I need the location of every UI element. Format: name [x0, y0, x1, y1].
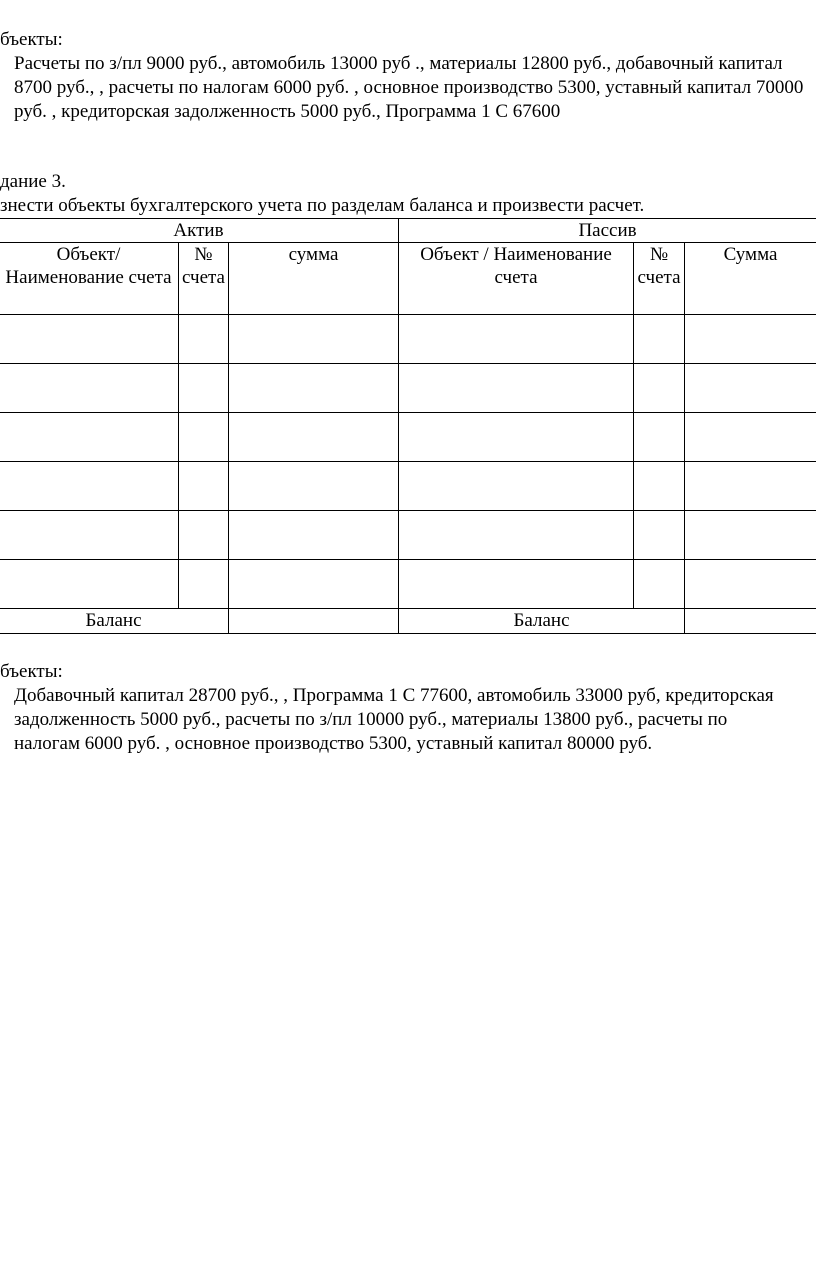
objects-list-2: Добавочный капитал 28700 руб., , Программа 1 С 77600, автомобиль 33000 руб, кредиторская задолженность 5000 руб., расчеты по з/пл 10000 руб., материалы 13800 руб., расчеты по налогам 6000 руб. , основное производство 5300, уставный капитал 80000 руб. [14, 685, 774, 754]
balance-table [0, 218, 816, 634]
table-cell [685, 364, 816, 413]
table-cell [399, 511, 634, 560]
table-cell [0, 462, 179, 511]
table-row [0, 364, 816, 413]
table-cell [229, 413, 399, 462]
table-row [0, 315, 816, 364]
balance-row [0, 609, 816, 634]
table-cell [634, 511, 685, 560]
col-sum-left: сумма [229, 243, 399, 315]
table-cell [399, 315, 634, 364]
table-row [0, 511, 816, 560]
table-cell [179, 315, 229, 364]
table-row [0, 560, 816, 609]
objects-label-1: бъекты: [0, 29, 63, 50]
task-instruction: знести объекты бухгалтерского учета по разделам баланса и произвести расчет. [0, 195, 645, 216]
table-cell [634, 413, 685, 462]
table-cell [0, 315, 179, 364]
table-row [0, 413, 816, 462]
table-cell [399, 560, 634, 609]
col-account-num-left: № счета [179, 243, 229, 315]
table-cell [685, 511, 816, 560]
table-cell [229, 315, 399, 364]
table-cell [399, 413, 634, 462]
table-cell [0, 413, 179, 462]
table-cell [179, 462, 229, 511]
table-cell [229, 511, 399, 560]
table-cell [399, 462, 634, 511]
table-cell [179, 511, 229, 560]
table-cell [685, 315, 816, 364]
table-cell [229, 462, 399, 511]
col-object-left: Объект/ Наименование счета [0, 243, 179, 315]
table-cell [634, 462, 685, 511]
table-cell [179, 364, 229, 413]
table-cell [179, 560, 229, 609]
objects-list-1: Расчеты по з/пл 9000 руб., автомобиль 13000 руб ., материалы 12800 руб., добавочный капитал 8700 руб., , расчеты по налогам 6000 руб. , основное производство 5300, уставный капитал 70000 руб. , кредиторская задолженность 5000 руб., Программа 1 С 67600 [14, 53, 804, 122]
table-cell [0, 364, 179, 413]
balance-sum-left [229, 609, 399, 634]
table-cell [179, 413, 229, 462]
table-cell [634, 315, 685, 364]
task-title: дание 3. [0, 171, 66, 192]
table-cell [685, 413, 816, 462]
table-cell [634, 560, 685, 609]
table-cell [229, 560, 399, 609]
passiv-header: Пассив [399, 219, 816, 243]
table-cell [685, 560, 816, 609]
aktiv-header: Актив [0, 219, 399, 243]
table-cell [0, 511, 179, 560]
table-cell [634, 364, 685, 413]
balance-label-right: Баланс [399, 609, 685, 634]
table-cell [229, 364, 399, 413]
col-account-num-right: № счета [634, 243, 685, 315]
table-cell [399, 364, 634, 413]
balance-sum-right [685, 609, 816, 634]
table-header-row [0, 219, 816, 243]
table-cell [685, 462, 816, 511]
objects-label-2: бъекты: [0, 661, 63, 682]
table-subheader-row [0, 243, 816, 315]
col-sum-right: Сумма [685, 243, 816, 315]
table-row [0, 462, 816, 511]
table-cell [0, 560, 179, 609]
col-object-right: Объект / Наименование счета [399, 243, 634, 315]
balance-label-left: Баланс [0, 609, 229, 634]
